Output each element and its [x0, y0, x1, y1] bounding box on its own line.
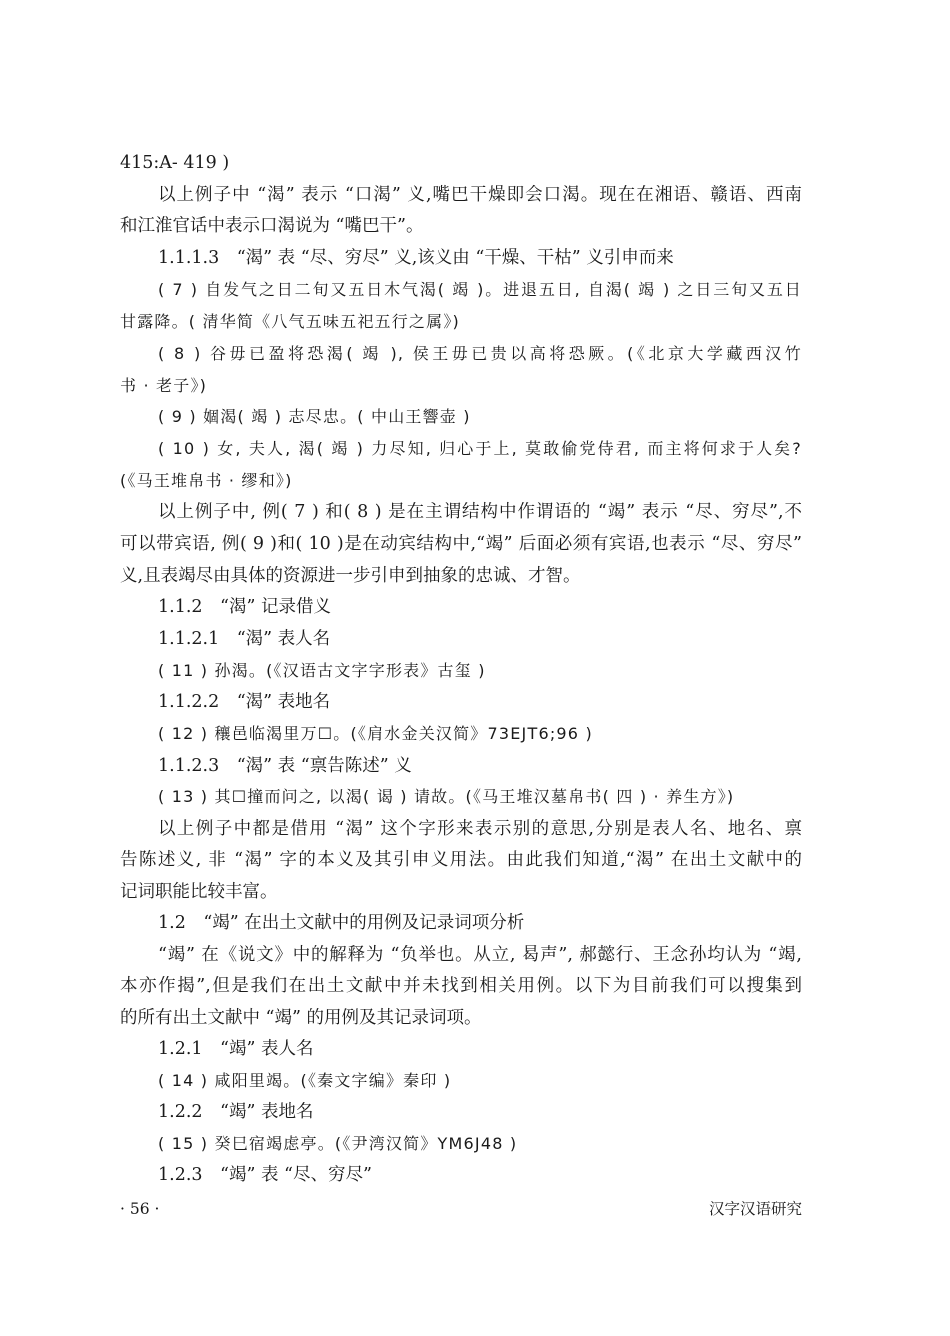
section-heading: 1.1.1.3 “渴” 表 “尽、穷尽” 义,该义由 “干燥、干枯” 义引申而来	[158, 248, 674, 268]
example-line: ( 9 ) 婟渴( 竭 ) 志尽忠。( 中山王響壶 )	[158, 407, 471, 426]
text-line: 以上例子中 “渴” 表示 “口渴” 义,嘴巴干燥即会口渴。现在在湘语、赣语、西南	[158, 185, 802, 205]
journal-name: 汉字汉语研究	[708, 1200, 802, 1218]
text-line: 415:A- 419 )	[120, 153, 230, 173]
text-line: 义,且表竭尽由具体的资源进一步引申到抽象的忠诚、才智。	[120, 566, 581, 586]
example-line: ( 14 ) 咸阳里竭。(《秦文字编》秦印 )	[158, 1071, 452, 1090]
example-line: ( 15 ) 癸巳宿竭虑亭。(《尹湾汉简》YM6J48 )	[158, 1134, 518, 1153]
example-line: (《马王堆帛书 · 缪和》)	[120, 471, 293, 490]
section-heading: 1.2.2 “竭” 表地名	[158, 1102, 314, 1122]
text-line: 和江淮官话中表示口渴说为 “嘴巴干”。	[120, 216, 424, 236]
text-line: 告陈述义, 非 “渴” 字的本义及其引申义用法。由此我们知道,“渴” 在出土文献中的	[120, 850, 802, 870]
text-line: 以上例子中都是借用 “渴” 这个字形来表示别的意思,分别是表人名、地名、禀	[158, 819, 802, 839]
section-heading: 1.1.2.3 “渴” 表 “禀告陈述” 义	[158, 756, 412, 776]
text-line: 的所有出土文献中 “竭” 的用例及其记录词项。	[120, 1008, 482, 1028]
example-line: ( 12 ) 穰邑临渴里万☐。(《肩水金关汉简》73EJT6;96 )	[158, 724, 593, 743]
example-line: ( 8 ) 谷毋已盈将恐渴( 竭 ), 侯王毋已贵以高将恐厥。(《北京大学藏西汉竹	[158, 344, 802, 363]
text-line: 本亦作揭”,但是我们在出土文献中并未找到相关用例。以下为目前我们可以搜集到	[120, 976, 802, 996]
example-line: ( 7 ) 自发气之日二旬又五日木气渴( 竭 )。进退五日, 自渴( 竭 ) 之日三旬又五日	[158, 280, 802, 299]
text-line: 可以带宾语, 例( 9 )和( 10 )是在动宾结构中,“竭” 后面必须有宾语,也表示 “尽、穷尽”	[120, 534, 802, 554]
example-line: 书 · 老子》)	[120, 376, 208, 395]
section-heading: 1.1.2 “渴” 记录借义	[158, 597, 331, 617]
example-line: ( 13 ) 其☐撞而问之, 以渴( 谒 ) 请故。(《马王堆汉墓帛书( 四 ) · 养生方》)	[158, 787, 735, 806]
example-line: ( 11 ) 孙渴。(《汉语古文字字形表》古玺 )	[158, 661, 486, 680]
section-heading: 1.1.2.2 “渴” 表地名	[158, 692, 331, 712]
section-heading: 1.2.1 “竭” 表人名	[158, 1039, 314, 1059]
section-heading: 1.2.3 “竭” 表 “尽、穷尽”	[158, 1165, 372, 1185]
text-line: “竭” 在《说文》中的解释为 “负举也。从立, 曷声”, 郝懿行、王念孙均认为 “竭,	[158, 945, 802, 965]
page-number: · 56 ·	[120, 1200, 160, 1218]
example-line: ( 10 ) 女, 夫人, 渴( 竭 ) 力尽知, 归心于上, 莫敢偷党侍君, 而主将何求于人矣?	[158, 439, 802, 458]
section-heading: 1.1.2.1 “渴” 表人名	[158, 629, 331, 649]
example-line: 甘露降。( 清华简《八气五味五祀五行之属》)	[120, 312, 460, 331]
text-line: 以上例子中, 例( 7 ) 和( 8 ) 是在主谓结构中作谓语的 “竭” 表示 “尽、穷尽”,不	[158, 502, 802, 522]
text-line: 记词职能比较丰富。	[120, 882, 278, 902]
section-heading: 1.2 “竭” 在出土文献中的用例及记录词项分析	[158, 913, 525, 933]
